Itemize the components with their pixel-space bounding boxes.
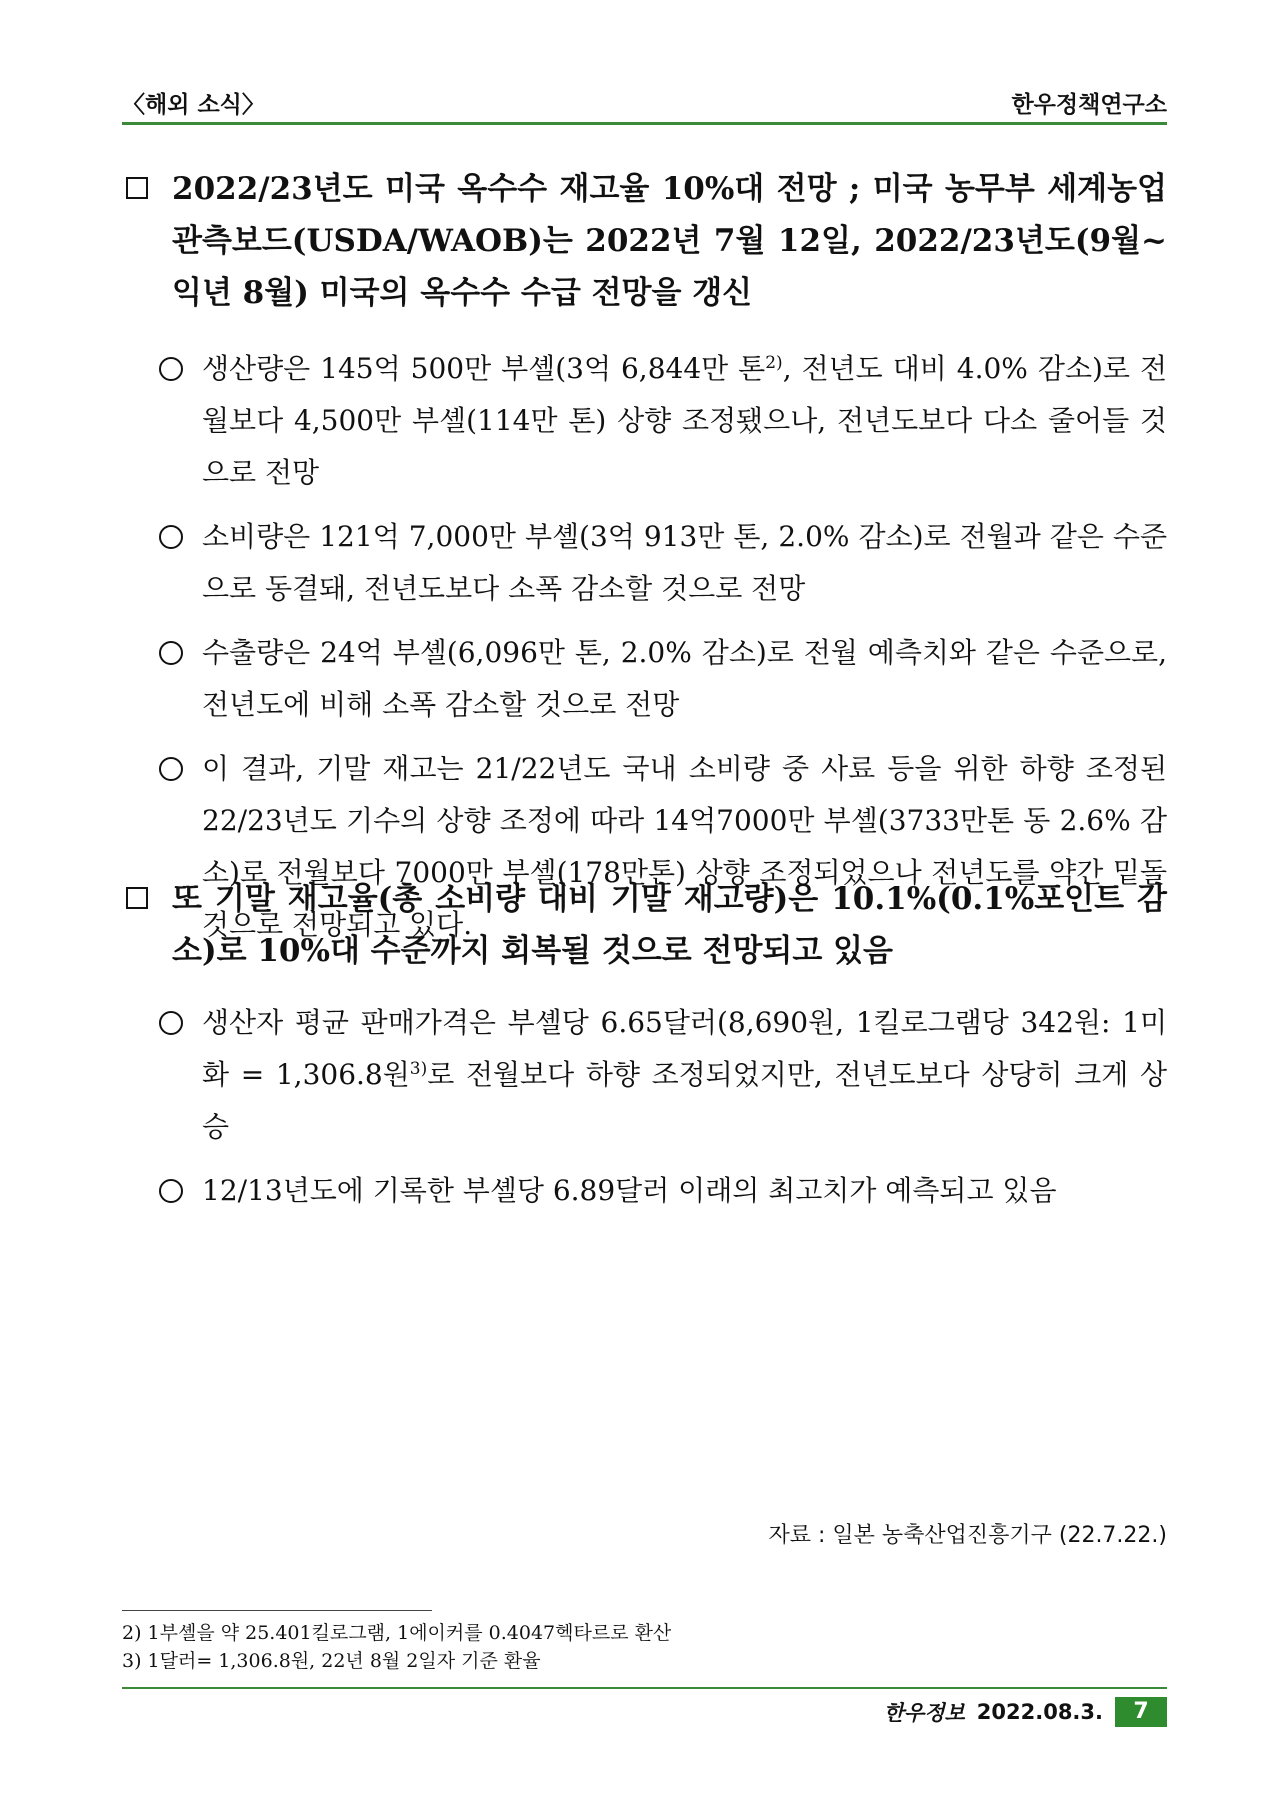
footnote-3: 3) 1달러= 1,306.8원, 22년 8월 2일자 기준 환율	[122, 1650, 541, 1672]
bullet-text: 수출량은 24억 부셸(6,096만 톤, 2.0% 감소)로 전월 예측치와 같은 수준으로, 전년도에 비해 소폭 감소할 것으로 전망	[202, 636, 1167, 721]
bullet-text: 12/13년도에 기록한 부셸당 6.89달러 이래의 최고치가 예측되고 있음	[202, 1174, 1057, 1207]
bullet-text: 생산자 평균 판매가격은 부셸당 6.65달러(8,690원, 1킬로그램당 342원: 1미화 = 1,306.8원	[202, 1006, 1167, 1091]
bullet-record-high	[122, 1165, 1167, 1217]
publication-name: 한우정보	[883, 1701, 965, 1725]
circle-bullet-icon	[159, 525, 183, 549]
bullet-exports	[122, 627, 1167, 731]
issue-date: 2022.08.3.	[976, 1700, 1103, 1724]
bullet-text-cont: , 전년도 대비 4.0% 감소)로 전월보다 4,500만 부셸(114만 톤) 상향 조정됐으나, 전년도보다 다소 줄어들 것으로 전망	[202, 352, 1167, 489]
bullet-text: 이 결과, 기말 재고는 21/22년도 국내 소비량 중 사료 등을 위한 하향 조정된 22/23년도 기수의 상향 조정에 따라 14억7000만 부셸(3733만톤 동 2.6% 감소)로 전월보다 7000만 부셸(178만톤) 상향 조정되었으나 전년도를 약간 밑돌 것으로 전망되고 있다.	[202, 752, 1167, 941]
square-bullet-icon	[126, 177, 148, 199]
section-heading	[122, 163, 1167, 319]
footnotes	[122, 1619, 671, 1675]
circle-bullet-icon	[159, 1179, 183, 1203]
circle-bullet-icon	[159, 357, 183, 381]
header-rule	[122, 122, 1167, 125]
circle-bullet-icon	[159, 1011, 183, 1035]
circle-bullet-icon	[159, 757, 183, 781]
bullet-text-cont: 로 전월보다 하향 조정되었지만, 전년도보다 상당히 크게 상승	[202, 1058, 1168, 1143]
square-bullet-icon	[126, 887, 148, 909]
source-citation: 자료 : 일본 농축산업진흥기구 (22.7.22.)	[768, 1523, 1167, 1548]
footnote-ref[interactable]: 3)	[409, 1059, 428, 1079]
organization-name: 한우정책연구소	[1011, 92, 1167, 118]
section-corn-outlook	[122, 163, 1167, 951]
footnote-rule	[122, 1610, 432, 1611]
bullet-price	[122, 997, 1167, 1153]
section-heading	[122, 873, 1167, 977]
footnote-ref[interactable]: 2)	[765, 353, 783, 373]
heading-text: 2022/23년도 미국 옥수수 재고율 10%대 전망 ; 미국 농무부 세계농업 관측보드(USDA/WAOB)는 2022년 7월 12일, 2022/23년도(9월~익년 8월) 미국의 옥수수 수급 전망을 갱신	[172, 171, 1167, 311]
heading-text: 또 기말 재고율(총 소비량 대비 기말 재고량)은 10.1%(0.1%포인트 감소)로 10%대 수준까지 회복될 것으로 전망되고 있음	[172, 881, 1167, 969]
bullet-production	[122, 343, 1167, 499]
bullet-text: 생산량은 145억 500만 부셸(3억 6,844만 톤	[202, 352, 766, 385]
bullet-consumption	[122, 511, 1167, 615]
section-stock-ratio	[122, 873, 1167, 1217]
footnote-2: 2) 1부셸을 약 25.401킬로그램, 1에이커를 0.4047헥타르로 환산	[122, 1622, 672, 1644]
page-number: 7	[1115, 1697, 1167, 1727]
footer-rule	[122, 1687, 1167, 1689]
page-footer	[884, 1697, 1167, 1727]
page-header	[122, 86, 1167, 122]
section-label: 〈해외 소식〉	[122, 92, 265, 118]
circle-bullet-icon	[159, 641, 183, 665]
bullet-text: 소비량은 121억 7,000만 부셸(3억 913만 톤, 2.0% 감소)로 전월과 같은 수준으로 동결돼, 전년도보다 소폭 감소할 것으로 전망	[202, 520, 1167, 605]
